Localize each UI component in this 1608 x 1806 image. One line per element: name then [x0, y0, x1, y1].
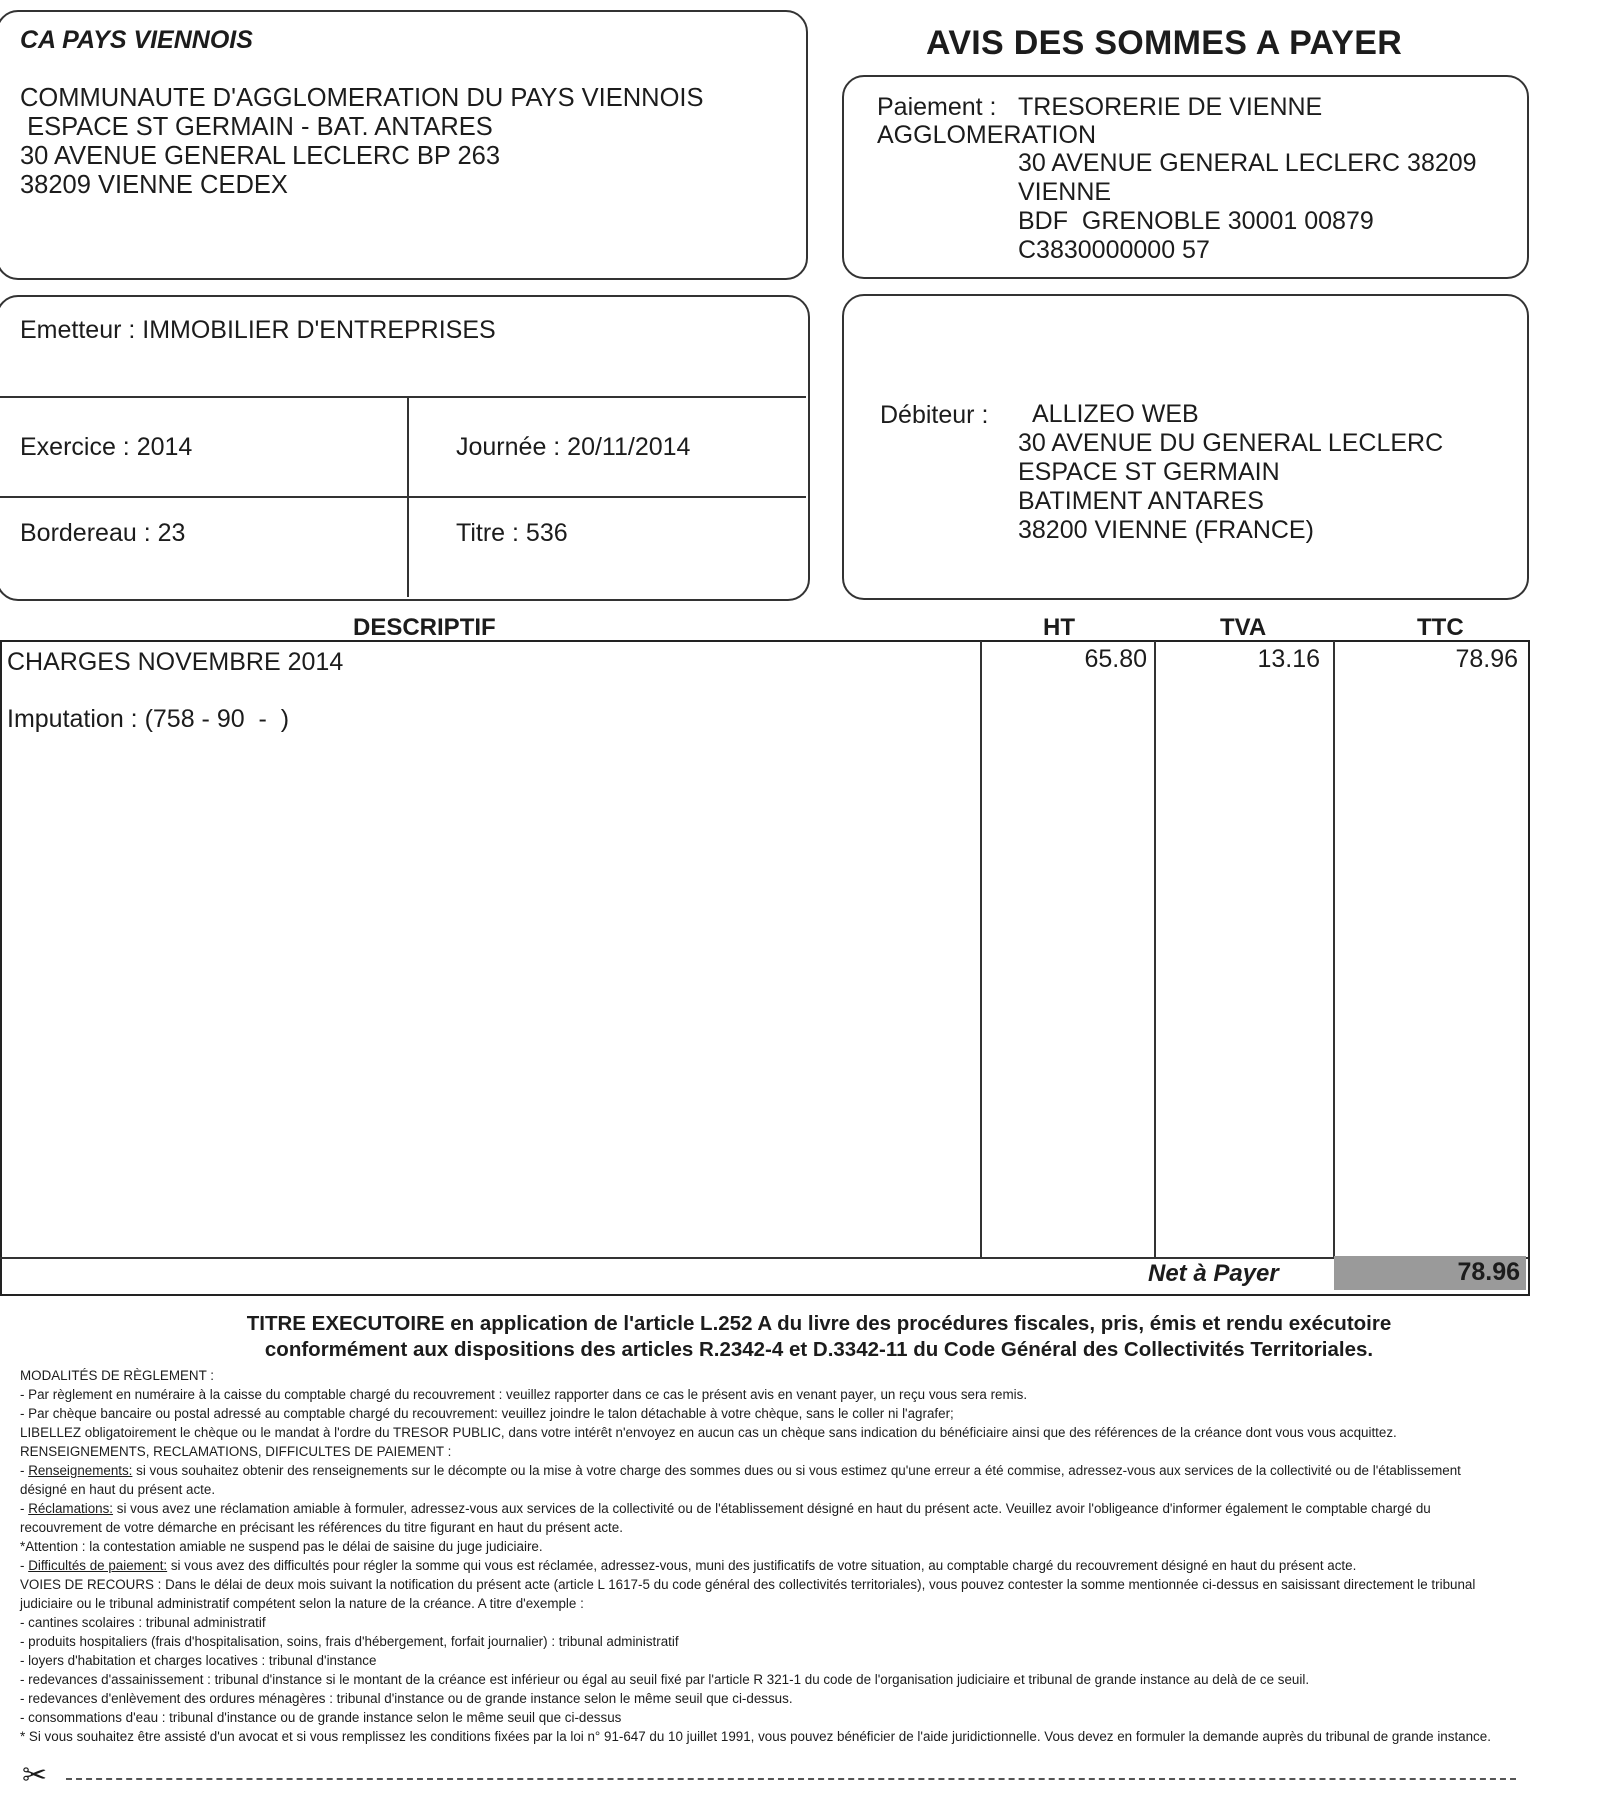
- payment-label: Paiement :: [877, 93, 997, 121]
- meta-divider: [407, 397, 409, 597]
- net-to-pay-value: 78.96: [1457, 1258, 1520, 1286]
- debtor-line: ALLIZEO WEB: [1032, 400, 1199, 428]
- legal-line: - Renseignements: si vous souhaitez obtenir des renseignements sur le décompte ou la mise à votre charge des sommes dues ou si vous estimez qu'une erreur a été commise, adressez-vous aux services de la collectivité ou de l'établissement: [20, 1463, 1461, 1478]
- item-description: CHARGES NOVEMBRE 2014: [7, 648, 344, 676]
- payment-line: C3830000000 57: [1018, 236, 1210, 264]
- document-title: AVIS DES SOMMES A PAYER: [926, 24, 1403, 62]
- legal-term: Renseignements:: [28, 1463, 133, 1478]
- issuer-address: [20, 84, 704, 200]
- issuer-org-short: CA PAYS VIENNOIS: [20, 26, 253, 54]
- header-tva: TVA: [1220, 614, 1267, 641]
- legal-line: - produits hospitaliers (frais d'hospitalisation, soins, frais d'hébergement, forfait journalier) : tribunal administratif: [20, 1634, 679, 1649]
- legal-line: RENSEIGNEMENTS, RECLAMATIONS, DIFFICULTES DE PAIEMENT :: [20, 1444, 452, 1459]
- payment-details: [1018, 149, 1477, 265]
- titre-field: Titre : 536: [456, 519, 568, 547]
- legal-line: *Attention : la contestation amiable ne suspend pas le délai de saisine du juge judiciaire.: [20, 1539, 543, 1554]
- issuer-address-line: 30 AVENUE GENERAL LECLERC BP 263: [20, 142, 501, 170]
- payment-line: VIENNE: [1018, 178, 1112, 206]
- legal-line: - Réclamations: si vous avez une réclamation amiable à formuler, adressez-vous aux services de la collectivité ou de l'établissement désigné en haut du présent acte. Veuillez avoir l'obligeance d'informer également le comptable chargé du: [20, 1501, 1431, 1516]
- item-ht: 65.80: [1084, 645, 1147, 673]
- column-divider: [980, 641, 982, 1257]
- total-divider: [0, 1257, 1528, 1259]
- legal-line: MODALITÉS DE RÈGLEMENT :: [20, 1368, 214, 1383]
- debtor-line: ESPACE ST GERMAIN: [1018, 458, 1280, 486]
- legal-line: - Difficultés de paiement: si vous avez des difficultés pour régler la somme qui vous est réclamée, adressez-vous, muni des justificatifs de votre situation, au comptable chargé du recouvrement désigné en haut du présent acte.: [20, 1558, 1357, 1573]
- payment-payee: TRESORERIE DE VIENNE: [1018, 93, 1323, 121]
- legal-line: * Si vous souhaitez être assisté d'un avocat et si vous remplissez les conditions fixées par la loi n° 91-647 du 10 juillet 1991, vous pouvez bénéficier de l'aide juridictionnelle. Vous devez en formuler la demande auprès du tribunal de grande instance.: [20, 1729, 1491, 1744]
- legal-line: - cantines scolaires : tribunal administratif: [20, 1615, 266, 1630]
- legal-line: - Par règlement en numéraire à la caisse du comptable chargé du recouvrement : veuillez rapporter dans ce cas le présent avis en venant payer, un reçu vous sera remis.: [20, 1387, 1028, 1402]
- header-ttc: TTC: [1417, 614, 1464, 641]
- issuer-address-line: 38209 VIENNE CEDEX: [20, 171, 288, 199]
- scissors-icon: ✂: [22, 1759, 48, 1792]
- legal-line: recouvrement de votre démarche en précisant les références du titre figurant en haut du présent acte.: [20, 1520, 623, 1535]
- column-divider: [1333, 641, 1335, 1257]
- item-imputation: Imputation : (758 - 90 - ): [7, 705, 290, 733]
- cut-line: [66, 1778, 1516, 1780]
- payment-payee-cont: AGGLOMERATION: [877, 121, 1097, 149]
- legal-term: Difficultés de paiement:: [28, 1558, 168, 1573]
- legal-title: [0, 1311, 1608, 1363]
- legal-line: - Par chèque bancaire ou postal adressé au comptable chargé du recouvrement: veuillez joindre le talon détachable à votre chèque, sans le coller ni l'agrafer;: [20, 1406, 954, 1421]
- legal-text: si vous avez des difficultés pour régler la somme qui vous est réclamée, adressez-vous, muni des justificatifs de votre situation, au comptable chargé du recouvrement désigné en haut du présent acte.: [167, 1558, 1357, 1573]
- line-items-table: [0, 640, 1530, 1296]
- item-ttc: 78.96: [1455, 645, 1518, 673]
- legal-line: VOIES DE RECOURS : Dans le délai de deux mois suivant la notification du présent acte (article L 1617-5 du code général des collectivités territoriales), vous pouvez contester la somme mentionnée ci-dessus en saisissant directement le tribunal: [20, 1577, 1476, 1592]
- legal-term: Réclamations:: [28, 1501, 114, 1516]
- payment-line: BDF GRENOBLE 30001 00879: [1018, 207, 1374, 235]
- debtor-label: Débiteur :: [880, 401, 989, 429]
- legal-line: - redevances d'assainissement : tribunal d'instance si le montant de la créance est inférieur ou égal au seuil fixé par l'article R 321-1 du code de l'organisation judiciaire et tribunal de grande instance au delà de ce seuil.: [20, 1672, 1310, 1687]
- header-descriptif: DESCRIPTIF: [353, 614, 496, 641]
- header-ht: HT: [1043, 614, 1075, 641]
- journee-field: Journée : 20/11/2014: [456, 433, 691, 461]
- legal-title-line: conformément aux dispositions des articles R.2342-4 et D.3342-11 du Code Général des Collectivités Territoriales.: [264, 1338, 1374, 1361]
- issuer-address-line: COMMUNAUTE D'AGGLOMERATION DU PAYS VIENNOIS: [20, 84, 704, 112]
- bordereau-field: Bordereau : 23: [20, 519, 186, 547]
- legal-text: si vous souhaitez obtenir des renseignements sur le décompte ou la mise à votre charge des sommes dues ou si vous estimez qu'une erreur a été commise, adressez-vous aux services de la collectivité ou de l'établissement: [132, 1463, 1461, 1478]
- legal-line: - consommations d'eau : tribunal d'instance ou de grande instance selon le même seuil que ci-dessus: [20, 1710, 622, 1725]
- exercice-field: Exercice : 2014: [20, 433, 193, 461]
- legal-line: - redevances d'enlèvement des ordures ménagères : tribunal d'instance ou de grande instance selon le même seuil que ci-dessus.: [20, 1691, 793, 1706]
- legal-line: judiciaire ou le tribunal administratif compétent selon la nature de la créance. A titre d'exemple :: [20, 1596, 584, 1611]
- meta-divider: [0, 496, 806, 498]
- item-tva: 13.16: [1257, 645, 1320, 673]
- debtor-line: BATIMENT ANTARES: [1018, 487, 1264, 515]
- legal-line: désigné en haut du présent acte.: [20, 1482, 216, 1497]
- meta-divider: [0, 396, 806, 398]
- legal-notice: [20, 1366, 1540, 1746]
- debtor-line: 38200 VIENNE (FRANCE): [1018, 516, 1314, 544]
- legal-line: LIBELLEZ obligatoirement le chèque ou le mandat à l'ordre du TRESOR PUBLIC, dans votre intérêt n'envoyez en aucun cas un chèque sans indication du bénéficiaire ainsi que des références de la créance dont vous vous acquittez.: [20, 1425, 1397, 1440]
- legal-text: si vous avez une réclamation amiable à formuler, adressez-vous aux services de la collectivité ou de l'établissement désigné en haut du présent acte. Veuillez avoir l'obligeance d'informer également le comptable chargé du: [113, 1501, 1431, 1516]
- legal-title-line: TITRE EXECUTOIRE en application de l'article L.252 A du livre des procédures fiscales, pris, émis et rendu exécutoire: [246, 1312, 1392, 1335]
- issuer-address-line: ESPACE ST GERMAIN - BAT. ANTARES: [20, 113, 493, 141]
- emetteur-field: Emetteur : IMMOBILIER D'ENTREPRISES: [20, 316, 496, 344]
- column-divider: [1154, 641, 1156, 1257]
- net-to-pay-label: Net à Payer: [1148, 1260, 1279, 1287]
- debtor-line: 30 AVENUE DU GENERAL LECLERC: [1018, 429, 1444, 457]
- payment-line: 30 AVENUE GENERAL LECLERC 38209: [1018, 149, 1477, 177]
- debtor-address: [1018, 400, 1443, 545]
- legal-line: - loyers d'habitation et charges locatives : tribunal d'instance: [20, 1653, 377, 1668]
